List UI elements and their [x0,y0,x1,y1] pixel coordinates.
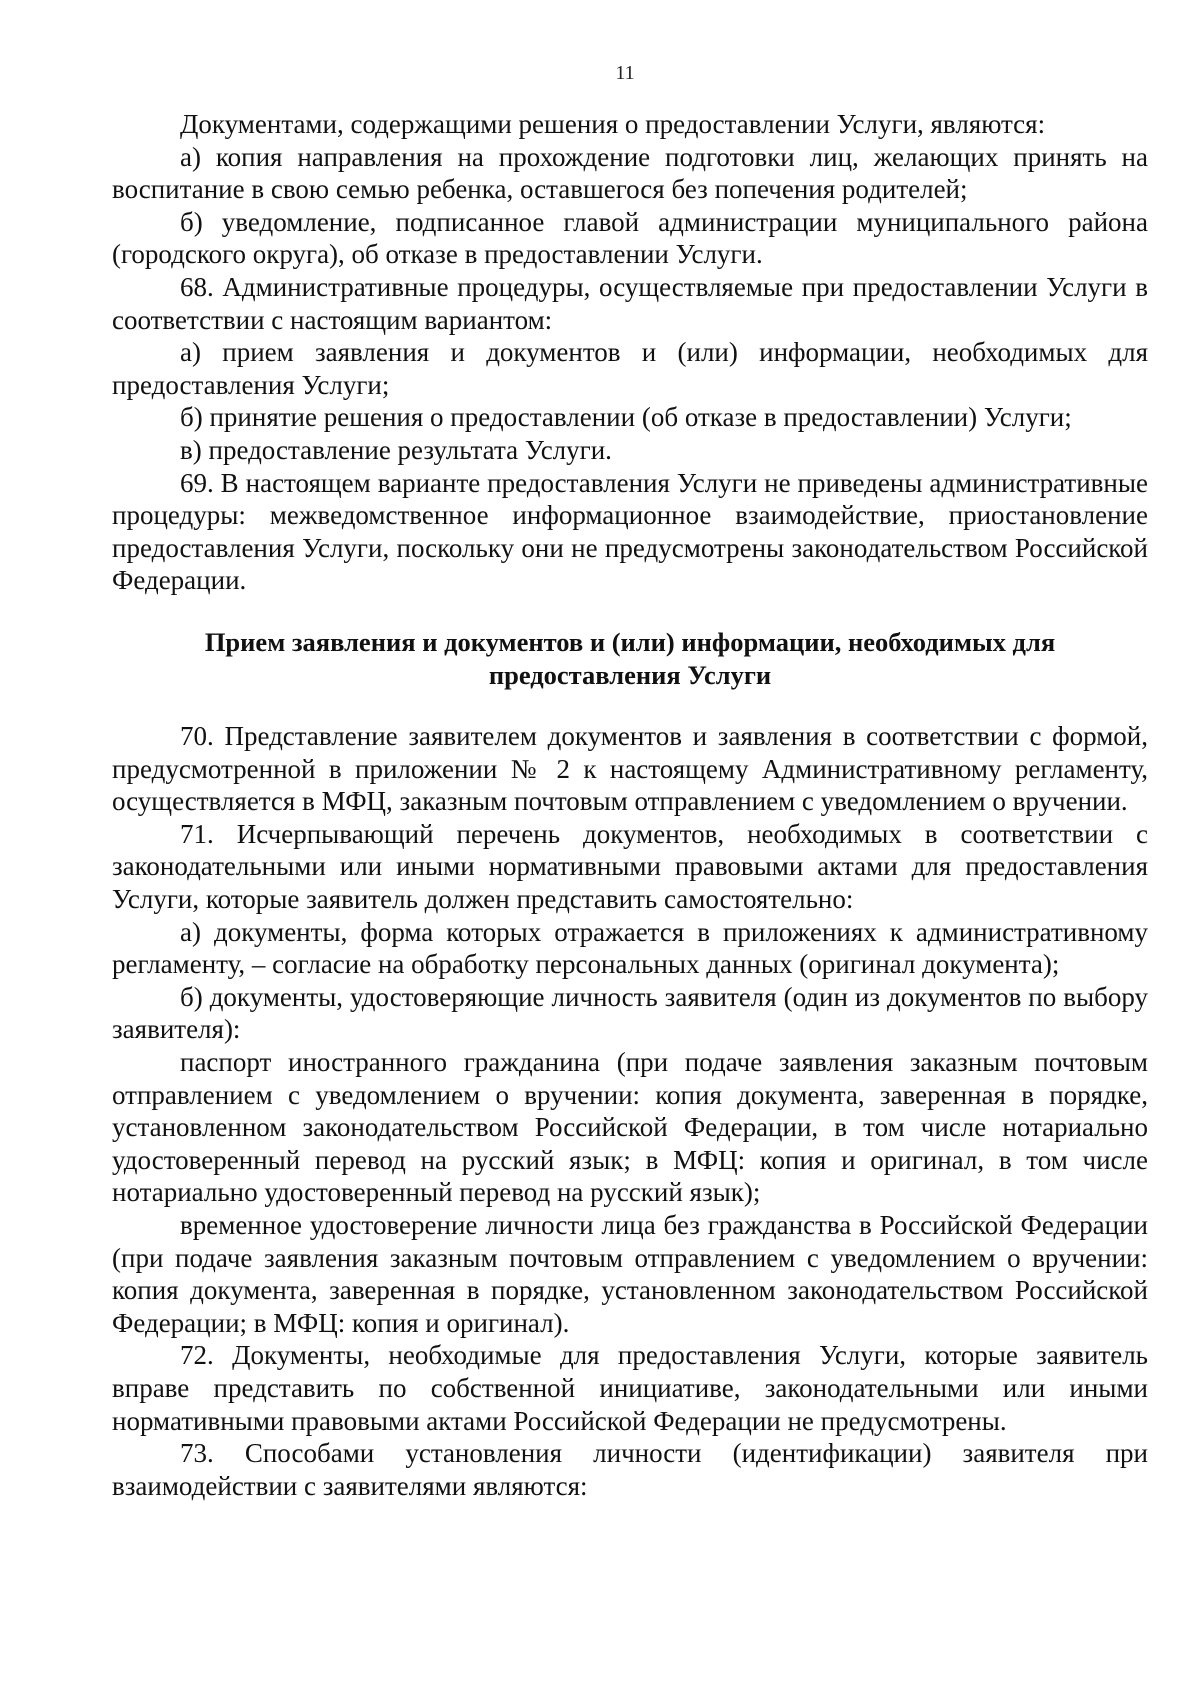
paragraph: паспорт иностранного гражданина (при подаче заявления заказным почтовым отправлением с уведомлением о вручении: копия документа, заверенная в порядке, установленном законодательством Российской Федерации, в том числе нотариально удостоверенный перевод на русский язык; в МФЦ: копия и оригинал, в том числе нотариально удостоверенный перевод на русский язык); [112,1047,1148,1208]
paragraph: б) принятие решения о предоставлении (об отказе в предоставлении) Услуги; [180,402,1072,433]
paragraph: б) документы, удостоверяющие личность заявителя (один из документов по выбору заявителя): [112,981,1148,1045]
paragraph: 73. Способами установления личности (идентификации) заявителя при взаимодействии с заявителями являются: [112,1438,1148,1501]
paragraph: 69. В настоящем варианте предоставления Услуги не приведены административные процедуры: межведомственное информационное взаимодействие, приостановление предоставления Услуги, поскольку они не предусмотрены законодательством Российской Федерации. [112,467,1148,596]
paragraph: в) предоставление результата Услуги. [180,434,612,465]
section-heading-line: предоставления Услуги [488,659,772,690]
section-heading-line: Прием заявления и документов и (или) информации, необходимых для [204,626,1056,657]
paragraph: б) уведомление, подписанное главой администрации муниципального района (городского округа), об отказе в предоставлении Услуги. [112,206,1148,270]
paragraph: 72. Документы, необходимые для предоставления Услуги, которые заявитель вправе представить по собственной инициативе, законодательными или иными нормативными правовыми актами Российской Федерации не предусмотрены. [112,1340,1148,1436]
section-heading [152,626,1108,691]
paragraph: а) копия направления на прохождение подготовки лиц, желающих принять на воспитание в свою семью ребенка, оставшегося без попечения родителей; [112,141,1148,205]
paragraph: а) документы, форма которых отражается в приложениях к административному регламенту, – согласие на обработку персональных данных (оригинал документа); [112,916,1148,980]
paragraph: 68. Административные процедуры, осуществляемые при предоставлении Услуги в соответствии с настоящим вариантом: [112,271,1148,335]
document-body [112,108,1148,1502]
paragraph: 71. Исчерпывающий перечень документов, необходимых в соответствии с законодательными или иными нормативными правовыми актами для предоставления Услуги, которые заявитель должен представить самостоятельно: [112,818,1148,915]
paragraph: Документами, содержащими решения о предоставлении Услуги, являются: [180,109,1046,139]
paragraph: 70. Представление заявителем документов и заявления в соответствии с формой, предусмотренной в приложении № 2 к настоящему Административному регламенту, осуществляется в МФЦ, заказным почтовым отправлением с уведомлением о вручении. [112,721,1148,817]
page-number: 11 [615,62,635,84]
paragraph: а) прием заявления и документов и (или) информации, необходимых для предоставления Услуги; [112,337,1148,400]
paragraph: временное удостоверение личности лица без гражданства в Российской Федерации (при подаче заявления заказным почтовым отправлением с уведомлением о вручении: копия документа, заверенная в порядке, установленном законодательством Российской Федерации; в МФЦ: копия и оригинал). [112,1210,1148,1338]
